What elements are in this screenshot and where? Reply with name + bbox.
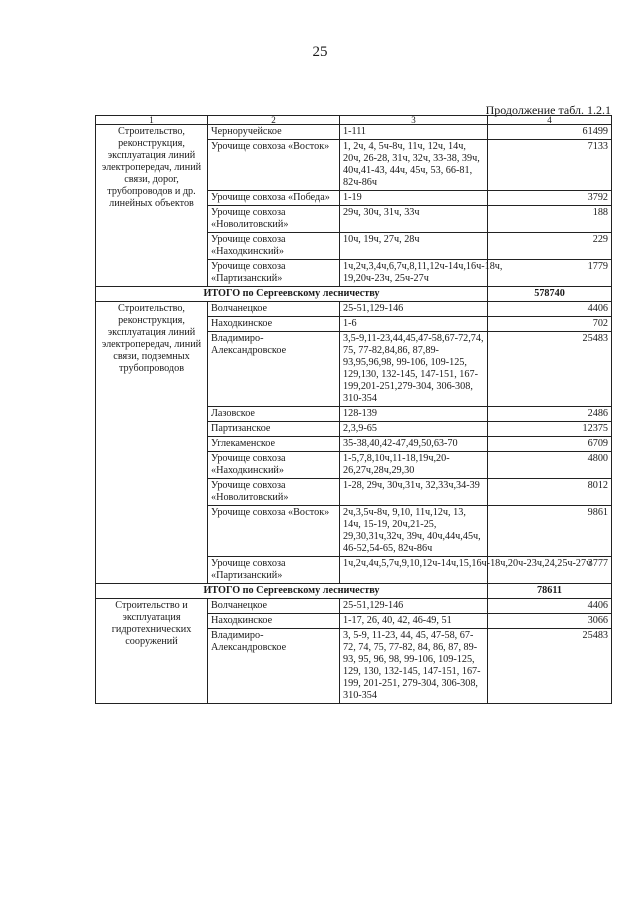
header-cell: 1 (96, 116, 208, 125)
area-value: 3777 (488, 557, 612, 584)
table-row (96, 302, 612, 317)
quarter-numbers: 1-19 (340, 191, 488, 206)
header-cell: 4 (488, 116, 612, 125)
forestry-name: Урочище совхоза «Новолитовский» (208, 206, 340, 233)
forestry-name: Урочище совхоза «Восток» (208, 506, 340, 557)
forestry-name: Урочище совхоза «Партизанский» (208, 557, 340, 584)
quarter-numbers: 25-51,129-146 (340, 599, 488, 614)
forestry-name: Урочище совхоза «Партизанский» (208, 260, 340, 287)
area-value: 2486 (488, 407, 612, 422)
area-value: 702 (488, 317, 612, 332)
total-row (96, 584, 612, 599)
area-value: 25483 (488, 332, 612, 407)
area-value: 8012 (488, 479, 612, 506)
forestry-name: Углекаменское (208, 437, 340, 452)
table-row (96, 125, 612, 140)
forestry-name: Урочище совхоза «Новолитовский» (208, 479, 340, 506)
area-value: 9861 (488, 506, 612, 557)
table-row (96, 599, 612, 614)
area-value: 3792 (488, 191, 612, 206)
area-value: 61499 (488, 125, 612, 140)
purpose-cell: Строительство и эксплуатация гидротехнических сооружений (96, 599, 208, 704)
area-value: 4406 (488, 302, 612, 317)
table-caption: Продолжение табл. 1.2.1 (485, 103, 611, 117)
area-value: 4800 (488, 452, 612, 479)
quarter-numbers: 128-139 (340, 407, 488, 422)
forestry-name: Волчанецкое (208, 599, 340, 614)
purpose-cell: Строительство, реконструкция, эксплуатация линий электропередач, линий связи, подземных трубопроводов (96, 302, 208, 584)
area-value: 7133 (488, 140, 612, 191)
quarter-numbers: 1-17, 26, 40, 42, 46-49, 51 (340, 614, 488, 629)
quarter-numbers: 29ч, 30ч, 31ч, 33ч (340, 206, 488, 233)
forestry-name: Волчанецкое (208, 302, 340, 317)
total-label: ИТОГО по Сергеевскому лесничеству (96, 287, 488, 302)
total-value: 78611 (488, 584, 612, 599)
forestry-name: Урочище совхоза «Восток» (208, 140, 340, 191)
area-value: 25483 (488, 629, 612, 704)
quarter-numbers: 1-6 (340, 317, 488, 332)
quarter-numbers: 3, 5-9, 11-23, 44, 45, 47-58, 67-72, 74, 75, 77-82, 84, 86, 87, 89-93, 95, 96, 98, 99-106, 109-125, 129, 130, 132-145, 147-151, 167-199, 201-251, 279-304, 306-308, 310-354 (340, 629, 488, 704)
forestry-name: Находкинское (208, 614, 340, 629)
area-value: 229 (488, 233, 612, 260)
forestry-name: Партизанское (208, 422, 340, 437)
forestry-name: Владимиро-Александровское (208, 629, 340, 704)
quarter-numbers: 1-111 (340, 125, 488, 140)
purpose-cell: Строительство, реконструкция, эксплуатация линий электропередач, линий связи, дорог, трубопроводов и др. линейных объектов (96, 125, 208, 287)
total-value: 578740 (488, 287, 612, 302)
forestry-name: Лазовское (208, 407, 340, 422)
forestry-name: Урочище совхоза «Находкинский» (208, 233, 340, 260)
area-value: 6709 (488, 437, 612, 452)
quarter-numbers: 3,5-9,11-23,44,45,47-58,67-72,74, 75, 77-82,84,86, 87,89-93,95,96,98, 99-106, 109-125, 129,130, 132-145, 147-151, 167-199,201-251,279-304, 306-308, 310-354 (340, 332, 488, 407)
quarter-numbers: 1-5,7,8,10ч,11-18,19ч,20-26,27ч,28ч,29,30 (340, 452, 488, 479)
forest-use-table (95, 115, 612, 704)
quarter-numbers: 1, 2ч, 4, 5ч-8ч, 11ч, 12ч, 14ч, 20ч, 26-28, 31ч, 32ч, 33-38, 39ч, 40ч,41-43, 44ч, 45ч, 53, 66-81, 82ч-86ч (340, 140, 488, 191)
area-value: 4406 (488, 599, 612, 614)
total-row (96, 287, 612, 302)
forestry-name: Находкинское (208, 317, 340, 332)
area-value: 12375 (488, 422, 612, 437)
forestry-name: Урочище совхоза «Победа» (208, 191, 340, 206)
quarter-numbers: 2,3,9-65 (340, 422, 488, 437)
quarter-numbers: 10ч, 19ч, 27ч, 28ч (340, 233, 488, 260)
forestry-name: Владимиро-Александровское (208, 332, 340, 407)
quarter-numbers: 35-38,40,42-47,49,50,63-70 (340, 437, 488, 452)
quarter-numbers: 1-28, 29ч, 30ч,31ч, 32,33ч,34-39 (340, 479, 488, 506)
quarter-numbers: 1ч,2ч,4ч,5,7ч,9,10,12ч-14ч,15,16ч-18ч,20ч-23ч,24,25ч-27ч (340, 557, 488, 584)
header-cell: 3 (340, 116, 488, 125)
area-value: 1779 (488, 260, 612, 287)
page-number: 25 (312, 44, 328, 60)
total-label: ИТОГО по Сергеевскому лесничеству (96, 584, 488, 599)
forestry-name: Черноручейское (208, 125, 340, 140)
quarter-numbers: 2ч,3,5ч-8ч, 9,10, 11ч,12ч, 13, 14ч, 15-19, 20ч,21-25, 29,30,31ч,32ч, 39ч, 40ч,44ч,45ч, 46-52,54-65, 82ч-86ч (340, 506, 488, 557)
forestry-name: Урочище совхоза «Находкинский» (208, 452, 340, 479)
header-row (96, 116, 612, 125)
header-cell: 2 (208, 116, 340, 125)
area-value: 188 (488, 206, 612, 233)
quarter-numbers: 1ч,2ч,3,4ч,6,7ч,8,11,12ч-14ч,16ч-18ч, 19,20ч-23ч, 25ч-27ч (340, 260, 488, 287)
area-value: 3066 (488, 614, 612, 629)
quarter-numbers: 25-51,129-146 (340, 302, 488, 317)
